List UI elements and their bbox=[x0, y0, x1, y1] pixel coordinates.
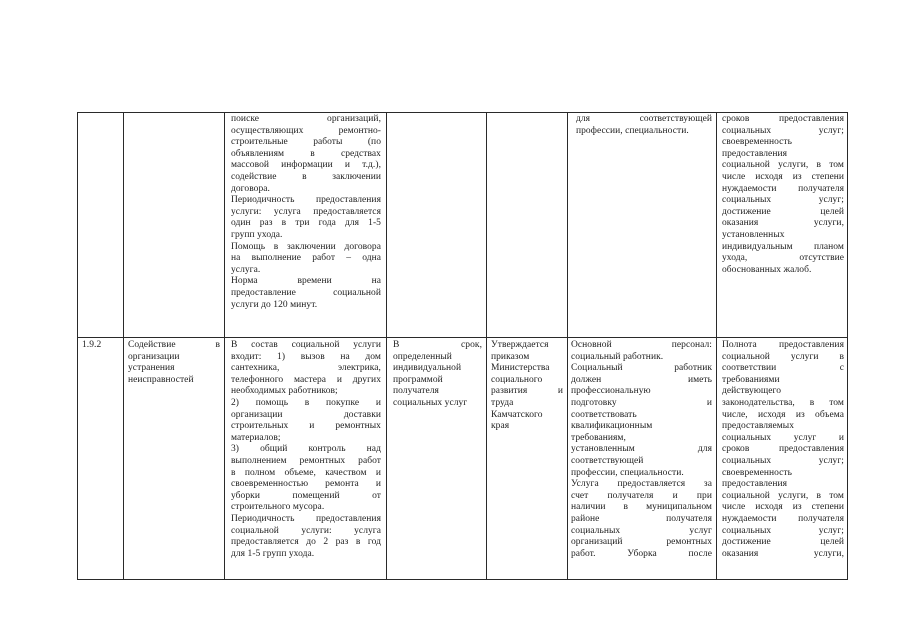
text-line: социальных услуг; bbox=[722, 125, 844, 136]
text-line: числе, исходя из объема bbox=[722, 409, 844, 420]
text-line: квалификационным bbox=[571, 421, 653, 432]
text-line: социальный работник. bbox=[571, 351, 664, 362]
text-line: сроков предоставления bbox=[722, 114, 844, 124]
row2-term bbox=[393, 340, 482, 410]
text-line: осуществляющих ремонтно- bbox=[231, 125, 381, 136]
text-line: наличии в муниципальном bbox=[571, 502, 712, 513]
text-line: числе исходя из степени bbox=[722, 171, 844, 182]
text-line: строительных и ремонтных bbox=[231, 421, 381, 432]
text-line: определенный bbox=[393, 351, 452, 362]
text-line: своевременностью ремонта и bbox=[231, 479, 381, 490]
text-line: Периодичность предоставления bbox=[231, 195, 381, 206]
text-line: предоставления bbox=[722, 479, 788, 490]
text-line: групп ухода. bbox=[231, 229, 283, 240]
text-line: труда bbox=[491, 397, 514, 408]
text-line: числе исходя из степени bbox=[722, 502, 844, 513]
col-border-7 bbox=[847, 112, 848, 580]
text-line: услуги до 120 минут. bbox=[231, 299, 318, 310]
text-line: своевременность bbox=[722, 467, 793, 478]
table-bottom-border bbox=[77, 579, 847, 580]
text-line: строительного мусора. bbox=[231, 502, 325, 513]
text-line: приказом bbox=[491, 351, 530, 362]
text-line: оказания услуги, bbox=[722, 548, 844, 559]
text-line: в полном объеме, качеством и bbox=[231, 467, 381, 478]
text-line: Норма времени на bbox=[231, 276, 381, 287]
text-line: индивидуальным планом bbox=[722, 241, 844, 252]
col-border-1 bbox=[123, 112, 124, 580]
text-line: содействие в заключении bbox=[231, 171, 381, 182]
text-line: Камчатского bbox=[491, 409, 543, 420]
text-line: материалов; bbox=[231, 432, 281, 443]
text-line: предоставляется до 2 раз в год bbox=[231, 537, 381, 548]
text-line: соответствовать bbox=[571, 409, 637, 420]
text-line: организации доставки bbox=[231, 409, 381, 420]
text-line: 2) помощь в покупке и bbox=[231, 397, 381, 408]
text-line: установленным для bbox=[571, 444, 712, 455]
text-line: достижение целей bbox=[722, 537, 844, 548]
text-line: неисправностей bbox=[128, 374, 194, 385]
row2-conditions bbox=[571, 340, 712, 560]
text-line: требованиями bbox=[722, 374, 780, 385]
row1-conditions bbox=[576, 114, 712, 137]
text-line: сроков предоставления bbox=[722, 444, 844, 455]
text-line: районе получателя bbox=[571, 513, 712, 524]
text-line: программой bbox=[393, 374, 443, 385]
text-line: телефонного мастера и других bbox=[231, 374, 381, 385]
text-line: социальной услуги в bbox=[722, 351, 844, 362]
col-border-3 bbox=[386, 112, 387, 580]
text-line: Основной персонал: bbox=[571, 340, 712, 350]
text-line: предоставляемых bbox=[722, 421, 795, 432]
col-border-6 bbox=[716, 112, 717, 580]
text-line: организаций ремонтных bbox=[571, 537, 712, 548]
text-line: услуги: услуга предоставляется bbox=[231, 206, 381, 217]
text-line: социальных услуг bbox=[571, 525, 712, 536]
text-line: социальных услуг; bbox=[722, 525, 844, 536]
text-line: должен иметь bbox=[571, 374, 712, 385]
row-separator bbox=[77, 337, 847, 338]
text-line: края bbox=[491, 421, 510, 432]
text-line: нуждаемости получателя bbox=[722, 513, 844, 524]
col-border-0 bbox=[77, 112, 78, 580]
text-line: для 1-5 групп ухода. bbox=[231, 548, 315, 559]
text-line: на выполнение работ – одна bbox=[231, 253, 381, 264]
text-line: массовой информации и т.д.), bbox=[231, 160, 381, 171]
row1-quality-indicators bbox=[722, 114, 844, 276]
text-line: социальных услуг; bbox=[722, 195, 844, 206]
text-line: Периодичность предоставления bbox=[231, 513, 381, 524]
text-line: выполнением ремонтных работ bbox=[231, 455, 381, 466]
row2-service-name bbox=[128, 340, 220, 386]
row2-service-description bbox=[231, 340, 381, 560]
text-line: социального bbox=[491, 374, 543, 385]
text-line: предоставление социальной bbox=[231, 287, 381, 298]
text-line: социальной услуги: услуга bbox=[231, 525, 381, 536]
text-line: Утверждается bbox=[491, 340, 549, 350]
row2-approval bbox=[491, 340, 563, 433]
text-line: работ. Уборка после bbox=[571, 548, 712, 559]
text-line: социальной услуги, в том bbox=[722, 160, 844, 171]
text-line: своевременность bbox=[722, 137, 793, 148]
text-line: социальных услуг bbox=[393, 397, 468, 408]
text-line: профессии, специальности. bbox=[571, 467, 684, 478]
text-line: социальной услуги, в том bbox=[722, 490, 844, 501]
text-line: сантехника, электрика, bbox=[231, 363, 381, 374]
text-line: Социальный работник bbox=[571, 363, 712, 374]
text-line: Министерства bbox=[491, 363, 550, 374]
text-line: подготовку и bbox=[571, 397, 712, 408]
text-line: услуга. bbox=[231, 264, 261, 275]
row2-number bbox=[82, 340, 120, 352]
text-line: Полнота предоставления bbox=[722, 340, 844, 350]
col-border-4 bbox=[486, 112, 487, 580]
text-line: В состав социальной услуги bbox=[231, 340, 381, 350]
col-border-5 bbox=[567, 112, 568, 580]
text-line: Услуга предоставляется за bbox=[571, 479, 712, 490]
text-line: соответствии с bbox=[722, 363, 844, 374]
text-line: профессии, специальности. bbox=[576, 125, 689, 136]
text-line: нуждаемости получателя bbox=[722, 183, 844, 194]
text-line: достижение целей bbox=[722, 206, 844, 217]
text-line: для соответствующей bbox=[576, 114, 712, 124]
text-line: получателя bbox=[393, 386, 439, 397]
text-line: Содействие в bbox=[128, 340, 220, 350]
text-line: организации bbox=[128, 351, 180, 362]
text-line: В срок, bbox=[393, 340, 482, 350]
text-line: требованиям, bbox=[571, 432, 626, 443]
service-number: 1.9.2 bbox=[82, 340, 102, 350]
text-line: индивидуальной bbox=[393, 363, 462, 374]
text-line: Помощь в заключении договора bbox=[231, 241, 381, 252]
text-line: счет получателя и при bbox=[571, 490, 712, 501]
text-line: социальных услуг; bbox=[722, 455, 844, 466]
text-line: действующего bbox=[722, 386, 782, 397]
text-line: строительные работы (по bbox=[231, 137, 381, 148]
text-line: профессиональную bbox=[571, 386, 651, 397]
text-line: уборки помещений от bbox=[231, 490, 381, 501]
text-line: поиске организаций, bbox=[231, 114, 381, 124]
text-line: законодательства, в том bbox=[722, 397, 844, 408]
row2-quality-indicators bbox=[722, 340, 844, 560]
text-line: установленных bbox=[722, 229, 785, 240]
text-line: ухода, отсутствие bbox=[722, 253, 844, 264]
text-line: устранения bbox=[128, 363, 175, 374]
text-line: обоснованных жалоб. bbox=[722, 264, 812, 275]
text-line: входит: 1) вызов на дом bbox=[231, 351, 381, 362]
text-line: договора. bbox=[231, 183, 270, 194]
col-border-2 bbox=[224, 112, 225, 580]
text-line: объявлениям в средствах bbox=[231, 148, 381, 159]
text-line: социальных услуг и bbox=[722, 432, 844, 443]
text-line: развития и bbox=[491, 386, 563, 397]
text-line: соответствующей bbox=[571, 455, 644, 466]
text-line: оказания услуги, bbox=[722, 218, 844, 229]
table-top-border bbox=[77, 112, 847, 113]
text-line: 3) общий контроль над bbox=[231, 444, 381, 455]
text-line: один раз в три года для 1-5 bbox=[231, 218, 381, 229]
row1-service-description bbox=[231, 114, 381, 311]
text-line: предоставления bbox=[722, 148, 788, 159]
text-line: необходимых работников; bbox=[231, 386, 338, 397]
